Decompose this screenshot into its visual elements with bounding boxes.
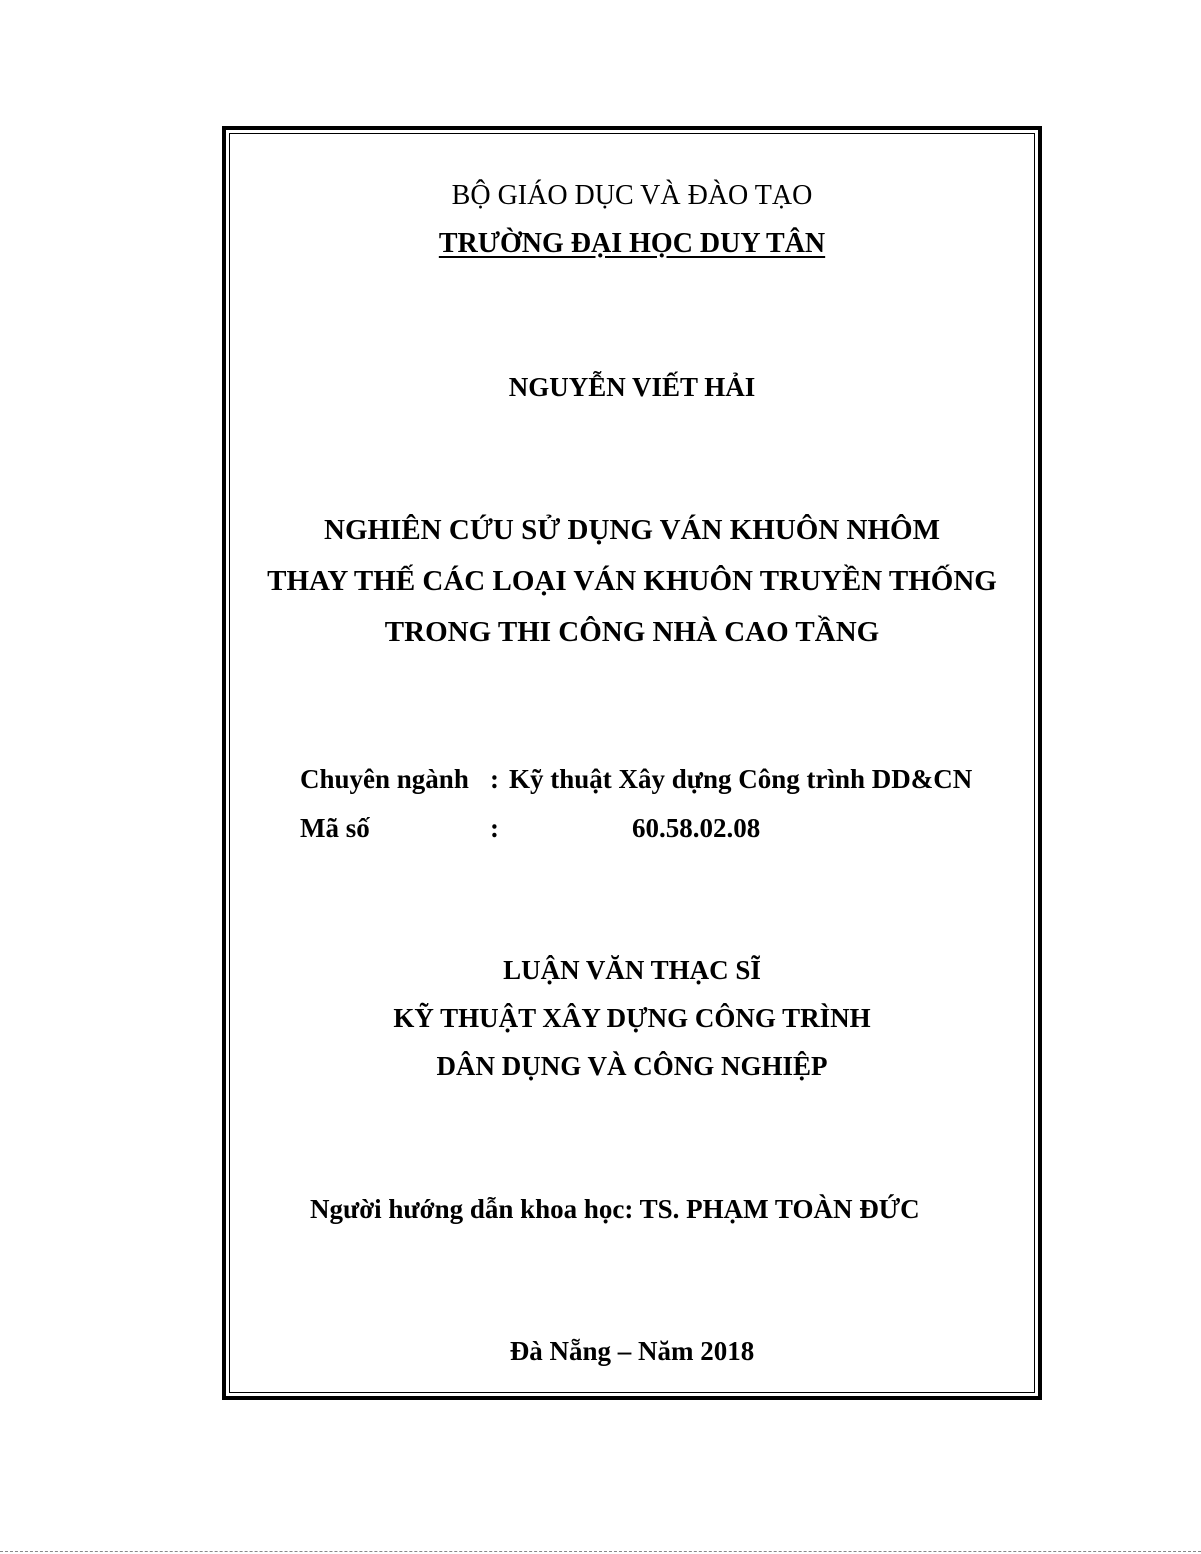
degree-line-3: DÂN DỤNG VÀ CÔNG NGHIỆP (436, 1051, 828, 1081)
ministry-name: BỘ GIÁO DỤC VÀ ĐÀO TẠO (451, 180, 813, 211)
degree-line-2: KỸ THUẬT XÂY DỰNG CÔNG TRÌNH (393, 1003, 871, 1033)
code-label: Mã số (300, 813, 370, 843)
major-label: Chuyên ngành (300, 764, 469, 794)
thesis-title-line-2: THAY THẾ CÁC LOẠI VÁN KHUÔN TRUYỀN THỐNG (267, 565, 997, 597)
thesis-title-line-1: NGHIÊN CỨU SỬ DỤNG VÁN KHUÔN NHÔM (324, 514, 940, 546)
university-name: TRƯỜNG ĐẠI HỌC DUY TÂN (438, 228, 826, 259)
degree-line-1: LUẬN VĂN THẠC SĨ (503, 955, 761, 985)
author-name: NGUYỄN VIẾT HẢI (508, 372, 756, 402)
place-date: Đà Nẵng – Năm 2018 (509, 1336, 755, 1366)
supervisor: Người hướng dẫn khoa học: TS. PHẠM TOÀN ĐỨC (310, 1194, 920, 1224)
bottom-rule (0, 1551, 1201, 1553)
code-value: 60.58.02.08 (632, 813, 761, 843)
code-colon: : (490, 813, 499, 843)
major-colon: : (490, 764, 499, 794)
thesis-title-line-3: TRONG THI CÔNG NHÀ CAO TẦNG (384, 616, 880, 648)
major-value: Kỹ thuật Xây dựng Công trình DD&CN (509, 764, 973, 794)
